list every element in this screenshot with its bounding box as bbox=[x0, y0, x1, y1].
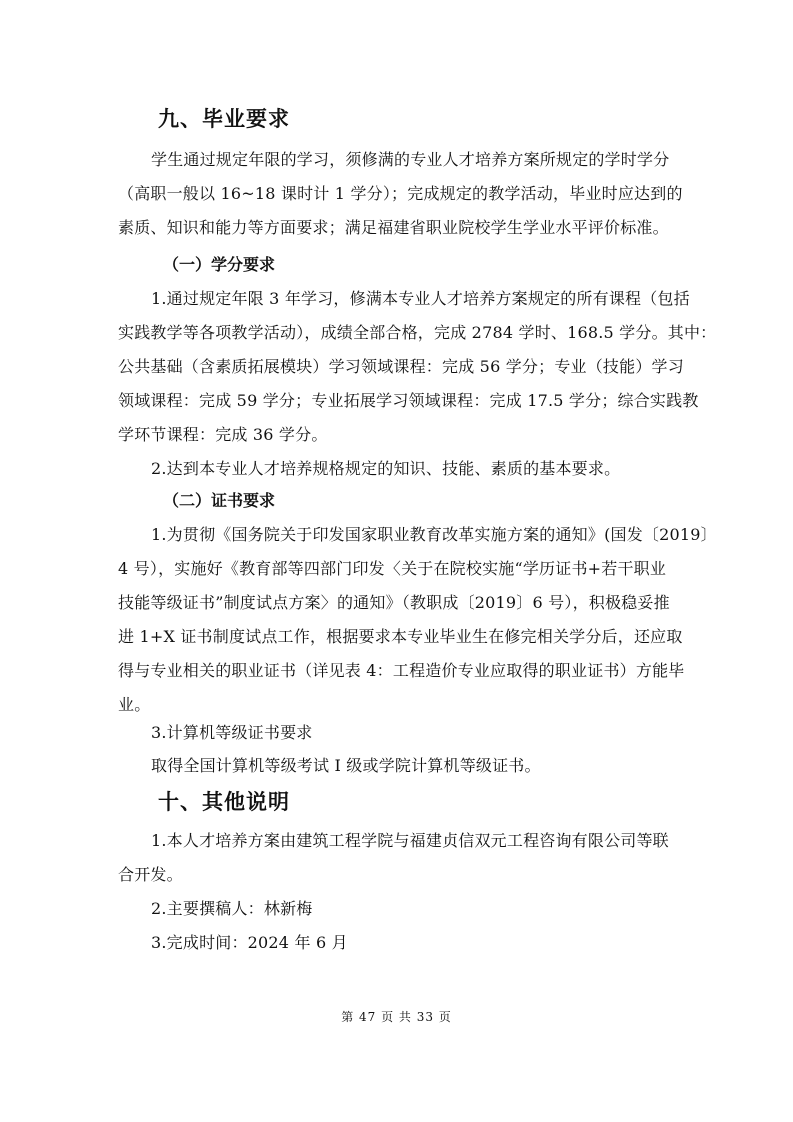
certificates-p1-line-3: 技能等级证书”制度试点方案〉的通知》（教职成〔2019〕6 号），积极稳妥推 bbox=[118, 593, 670, 612]
section-10-p1-line-2: 合开发。 bbox=[118, 865, 183, 884]
certificates-subheading: （二）证书要求 bbox=[163, 491, 276, 510]
certificates-p1-line-5: 得与专业相关的职业证书（详见表 4：工程造价专业应取得的职业证书）方能毕 bbox=[118, 661, 685, 680]
credits-p1-line-4: 领域课程：完成 59 学分；专业拓展学习领域课程：完成 17.5 学分；综合实践教 bbox=[118, 391, 699, 410]
computer-cert-title: 3.计算机等级证书要求 bbox=[151, 723, 313, 742]
section-10-p1-line-1: 1.本人才培养方案由建筑工程学院与福建贞信双元工程咨询有限公司等联 bbox=[151, 831, 669, 850]
credits-p1-line-3: 公共基础（含素质拓展模块）学习领域课程：完成 56 学分；专业（技能）学习 bbox=[118, 357, 684, 376]
section-9-intro-line-1: 学生通过规定年限的学习，须修满的专业人才培养方案所规定的学时学分 bbox=[151, 150, 670, 169]
credits-p2: 2.达到本专业人才培养规格规定的知识、技能、素质的基本要求。 bbox=[151, 459, 621, 478]
certificates-p1-line-6: 业。 bbox=[118, 695, 151, 714]
credits-subheading: （一）学分要求 bbox=[163, 255, 276, 274]
certificates-p1-line-1: 1.为贯彻《国务院关于印发国家职业教育改革实施方案的通知》(国发〔2019〕 bbox=[151, 525, 717, 544]
credits-p1-line-1: 1.通过规定年限 3 年学习，修满本专业人才培养方案规定的所有课程（包括 bbox=[151, 289, 690, 308]
certificates-p1-line-4: 进 1+X 证书制度试点工作，根据要求本专业毕业生在修完相关学分后，还应取 bbox=[118, 627, 683, 646]
credits-p1-line-2: 实践教学等各项教学活动），成绩全部合格，完成 2784 学时、168.5 学分。其中： bbox=[118, 323, 717, 342]
author-line: 2.主要撰稿人：林新梅 bbox=[151, 899, 313, 918]
section-9-heading: 九、毕业要求 bbox=[158, 107, 290, 131]
page-number-footer: 第 47 页 共 33 页 bbox=[341, 1010, 452, 1024]
section-9-intro-line-3: 素质、知识和能力等方面要求；满足福建省职业院校学生学业水平评价标准。 bbox=[118, 218, 669, 237]
credits-p1-line-5: 学环节课程：完成 36 学分。 bbox=[118, 425, 328, 444]
computer-cert-body: 取得全国计算机等级考试 I 级或学院计算机等级证书。 bbox=[151, 756, 541, 775]
certificates-p1-line-2: 4 号），实施好《教育部等四部门印发〈关于在院校实施“学历证书+若干职业 bbox=[118, 559, 667, 578]
section-10-heading: 十、其他说明 bbox=[158, 790, 290, 814]
completion-date-line: 3.完成时间：2024 年 6 月 bbox=[151, 933, 348, 952]
section-9-intro-line-2: （高职一般以 16~18 课时计 1 学分）；完成规定的教学活动，毕业时应达到的 bbox=[118, 184, 683, 203]
